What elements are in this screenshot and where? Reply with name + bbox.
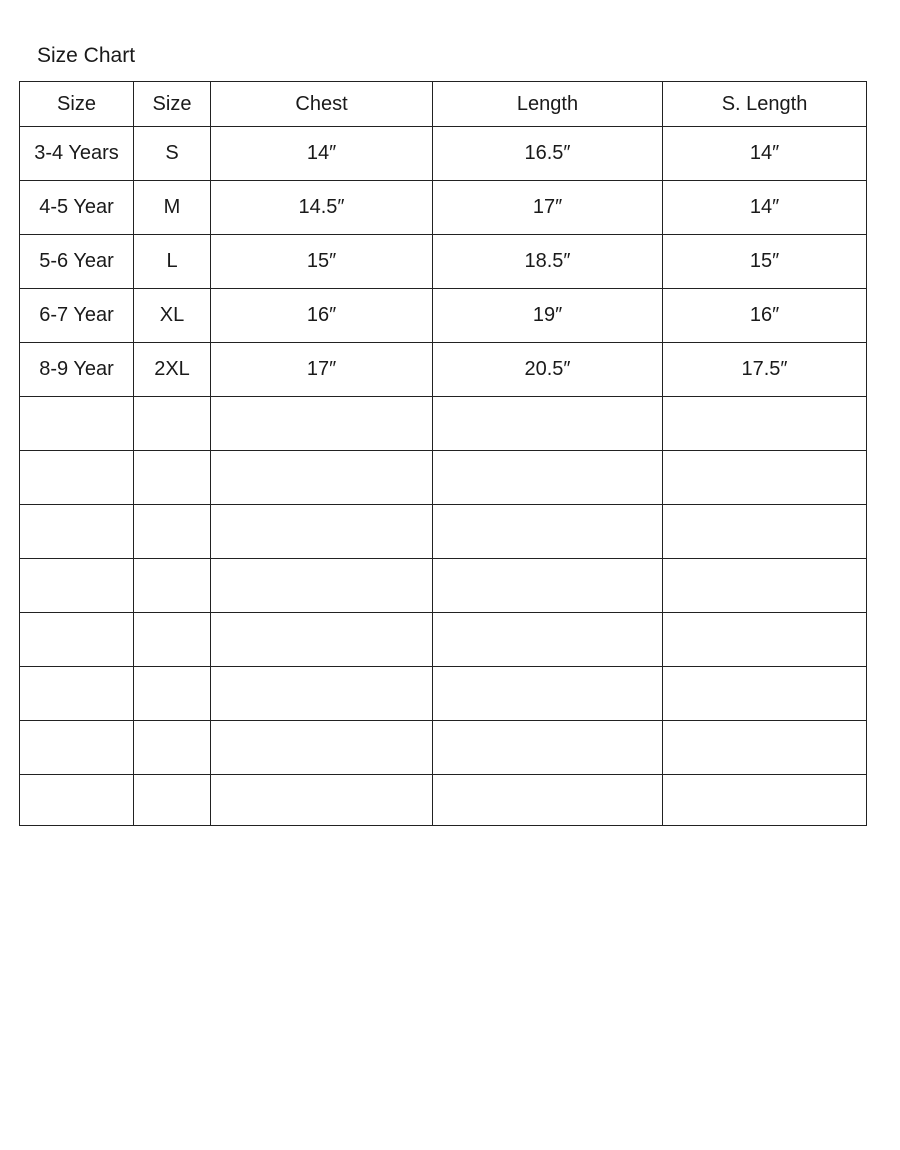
cell-length	[433, 667, 663, 721]
cell-size	[134, 613, 211, 667]
cell-sleeve-length	[663, 721, 867, 775]
cell-length: 18.5″	[433, 235, 663, 289]
table-row	[20, 181, 867, 235]
table-row	[20, 289, 867, 343]
cell-chest	[211, 721, 433, 775]
cell-sleeve-length	[663, 397, 867, 451]
cell-age-size	[20, 397, 134, 451]
cell-age-size: 6-7 Year	[20, 289, 134, 343]
cell-chest	[211, 397, 433, 451]
cell-age-size: 3-4 Years	[20, 127, 134, 181]
cell-age-size	[20, 667, 134, 721]
cell-sleeve-length: 16″	[663, 289, 867, 343]
table-row	[20, 613, 867, 667]
table-row	[20, 667, 867, 721]
cell-sleeve-length	[663, 505, 867, 559]
cell-chest	[211, 613, 433, 667]
column-header-sleeve-length: S. Length	[663, 82, 867, 127]
cell-sleeve-length: 17.5″	[663, 343, 867, 397]
cell-sleeve-length: 14″	[663, 127, 867, 181]
cell-chest	[211, 505, 433, 559]
cell-sleeve-length	[663, 775, 867, 826]
column-header-length: Length	[433, 82, 663, 127]
cell-age-size: 5-6 Year	[20, 235, 134, 289]
cell-length	[433, 775, 663, 826]
table-row	[20, 559, 867, 613]
cell-size	[134, 775, 211, 826]
cell-length: 16.5″	[433, 127, 663, 181]
column-header-age-size: Size	[20, 82, 134, 127]
table-body	[20, 127, 867, 826]
cell-chest: 14.5″	[211, 181, 433, 235]
column-header-chest: Chest	[211, 82, 433, 127]
cell-size	[134, 721, 211, 775]
cell-age-size	[20, 451, 134, 505]
table-row	[20, 775, 867, 826]
cell-sleeve-length	[663, 613, 867, 667]
cell-size	[134, 451, 211, 505]
cell-age-size	[20, 775, 134, 826]
table-row	[20, 451, 867, 505]
table-row	[20, 505, 867, 559]
table-row	[20, 235, 867, 289]
cell-chest	[211, 667, 433, 721]
cell-age-size: 4-5 Year	[20, 181, 134, 235]
page-title: Size Chart	[37, 44, 136, 67]
cell-age-size	[20, 505, 134, 559]
cell-chest: 14″	[211, 127, 433, 181]
cell-size: S	[134, 127, 211, 181]
table-header-row	[20, 82, 867, 127]
cell-length	[433, 505, 663, 559]
cell-sleeve-length: 14″	[663, 181, 867, 235]
cell-chest	[211, 451, 433, 505]
cell-sleeve-length	[663, 451, 867, 505]
cell-size: M	[134, 181, 211, 235]
cell-chest	[211, 559, 433, 613]
cell-size: 2XL	[134, 343, 211, 397]
cell-length: 17″	[433, 181, 663, 235]
cell-size	[134, 397, 211, 451]
column-header-size: Size	[134, 82, 211, 127]
cell-age-size	[20, 721, 134, 775]
cell-age-size: 8-9 Year	[20, 343, 134, 397]
cell-length	[433, 613, 663, 667]
cell-chest: 16″	[211, 289, 433, 343]
cell-chest: 17″	[211, 343, 433, 397]
table-row	[20, 721, 867, 775]
cell-age-size	[20, 559, 134, 613]
cell-sleeve-length	[663, 559, 867, 613]
cell-age-size	[20, 613, 134, 667]
cell-length: 19″	[433, 289, 663, 343]
cell-size: XL	[134, 289, 211, 343]
table-row	[20, 127, 867, 181]
table-row	[20, 397, 867, 451]
cell-length: 20.5″	[433, 343, 663, 397]
cell-length	[433, 397, 663, 451]
cell-sleeve-length	[663, 667, 867, 721]
cell-size	[134, 505, 211, 559]
cell-length	[433, 451, 663, 505]
cell-sleeve-length: 15″	[663, 235, 867, 289]
cell-size	[134, 667, 211, 721]
cell-chest	[211, 775, 433, 826]
size-chart-table	[19, 81, 867, 826]
cell-length	[433, 721, 663, 775]
cell-size	[134, 559, 211, 613]
cell-size: L	[134, 235, 211, 289]
cell-chest: 15″	[211, 235, 433, 289]
cell-length	[433, 559, 663, 613]
table-row	[20, 343, 867, 397]
